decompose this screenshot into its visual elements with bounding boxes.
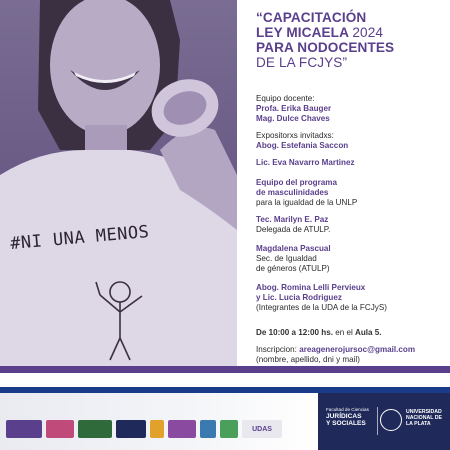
- invitada-pascual: Magdalena Pascual Sec. de Igualdad de géneros (ATULP): [256, 244, 331, 273]
- inscripcion-email[interactable]: areagenerojursoc@gmail.com: [299, 345, 416, 354]
- faculty-name: Facultad de Ciencias JURÍDICAS Y SOCIALES: [326, 407, 369, 427]
- partner-logo-5: [150, 420, 164, 438]
- coordinacion-genero-logo: [6, 420, 42, 438]
- shirt-text: #NI UNA MENOS: [9, 221, 151, 255]
- partner-logo-8: [220, 420, 238, 438]
- poster-title: “CAPACITACIÓN LEY MICAELA 2024 PARA NODOCENTES DE LA FCJYS”: [256, 10, 395, 70]
- equipo-docente: Equipo docente: Profa. Erika Bauger Mag. Dulce Chaves: [256, 94, 332, 123]
- invitado-navarro: Lic. Eva Navarro Martinez: [256, 158, 355, 167]
- title-year: 2024: [352, 25, 384, 40]
- title-bold: LEY MICAELA: [256, 25, 353, 40]
- equipo-masculinidades: Equipo del programa de masculinidades para la igualdad de la UNLP: [256, 178, 358, 207]
- inscripcion: Inscripcion: areagenerojursoc@gmail.com (nombre, apellido, dni y mail): [256, 345, 416, 364]
- udas-logo: UDAS: [242, 420, 282, 438]
- divider-purple: [0, 366, 450, 373]
- woman-photo-illustration: [0, 0, 237, 372]
- unlp-seal-icon: [380, 409, 402, 431]
- university-name: UNIVERSIDAD NACIONAL DE LA PLATA: [406, 409, 442, 428]
- unlp-block: [318, 393, 450, 450]
- footer-logos: [0, 393, 450, 450]
- divider-white: [0, 373, 450, 387]
- invitada-paz: Tec. Marilyn E. Paz Delegada de ATULP.: [256, 215, 331, 234]
- horario: De 10:00 a 12:00 hs. en el Aula 5.: [256, 328, 382, 337]
- partner-logos: [6, 415, 282, 443]
- poster-photo: [0, 0, 237, 372]
- partner-logo-2: [46, 420, 74, 438]
- centro-atencion-logo: [78, 420, 112, 438]
- partner-logo-6: [168, 420, 196, 438]
- invitadas-uda: Abog. Romina Lelli Pervieux y Lic. Lucia Rodriguez (Integrantes de la UDA de la FCJyS): [256, 283, 387, 312]
- partner-logo-7: [200, 420, 216, 438]
- expositores-invitados: Expositorxs invitadxs: Abog. Estefania Saccon: [256, 131, 349, 150]
- juridicas-logo-small: [116, 420, 146, 438]
- poster-info-panel: [237, 0, 450, 372]
